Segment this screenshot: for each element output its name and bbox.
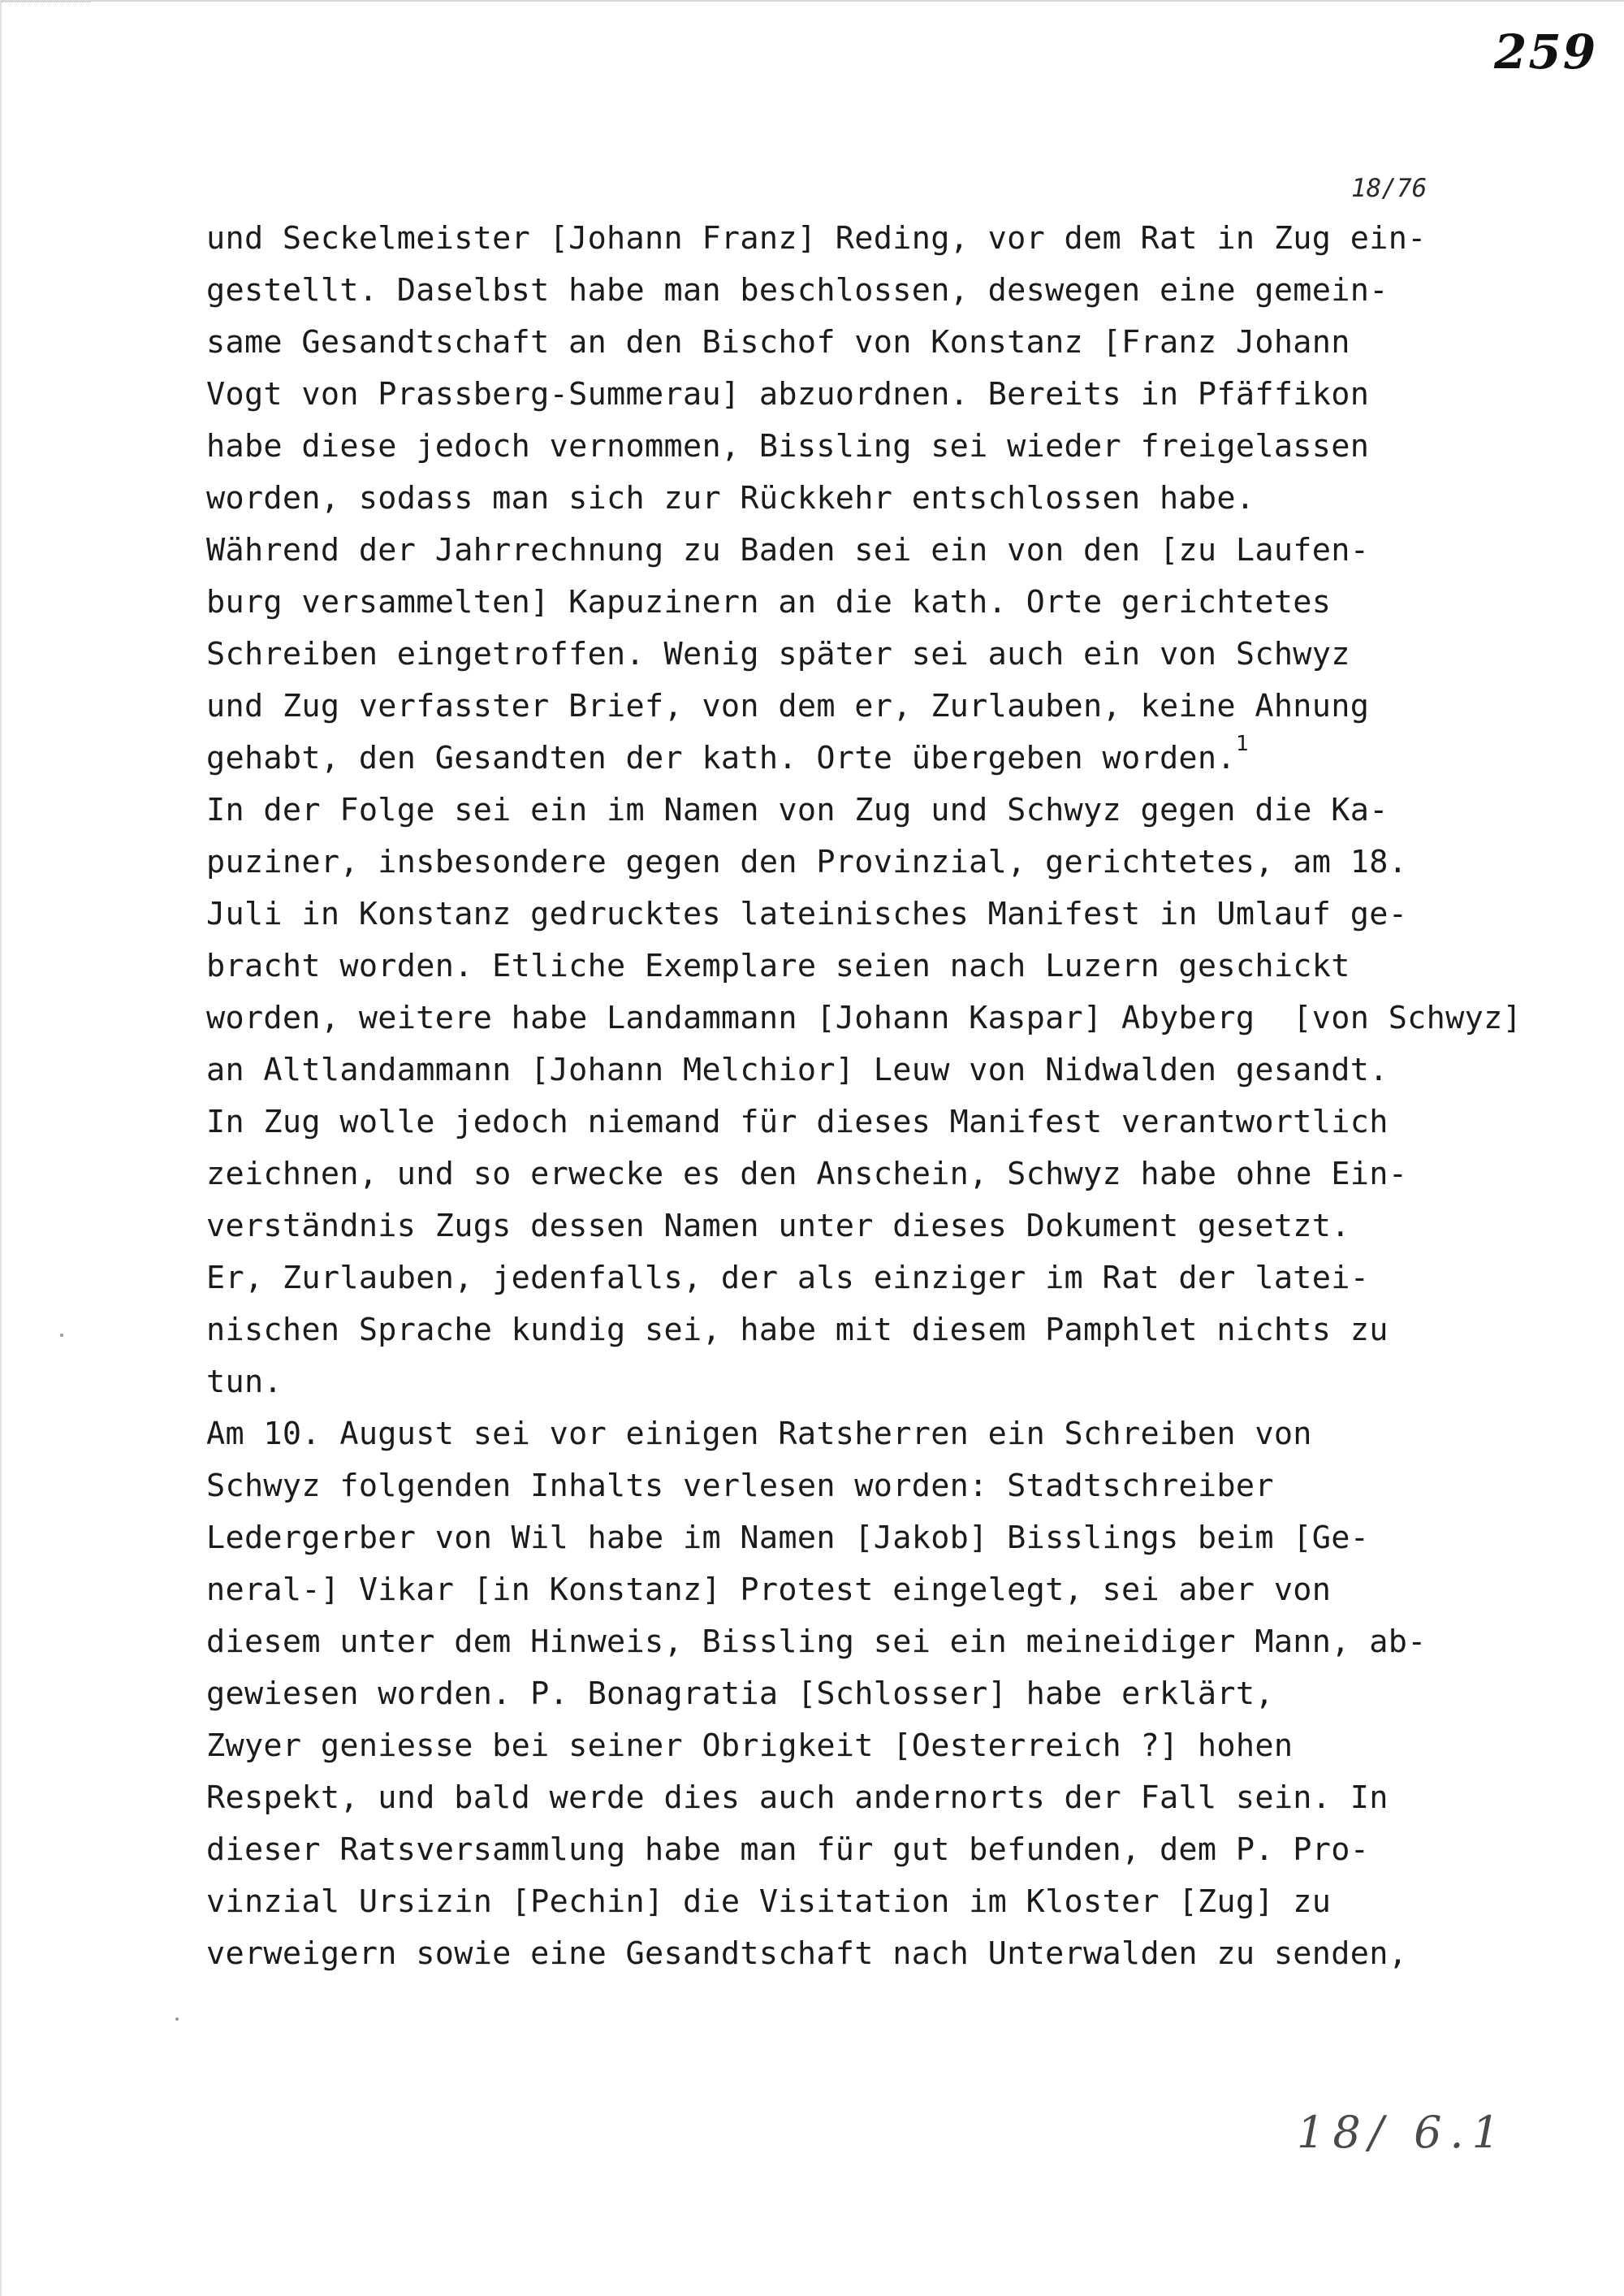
text-line: Schreiben eingetroffen. Wenig später sei auch ein von Schwyz xyxy=(206,636,1350,672)
text-line: dieser Ratsversammlung habe man für gut befunden, dem P. Pro- xyxy=(206,1831,1370,1868)
document-number: 18/76 xyxy=(1351,174,1427,203)
text-line: und Seckelmeister [Johann Franz] Reding, vor dem Rat in Zug ein- xyxy=(206,220,1427,257)
text-line: Juli in Konstanz gedrucktes lateinisches Manifest in Umlauf ge- xyxy=(206,896,1408,932)
footnote-marker: 1 xyxy=(1235,732,1249,756)
text-line: verständnis Zugs dessen Namen unter dieses Dokument gesetzt. xyxy=(206,1208,1350,1244)
text-line: Respekt, und bald werde dies auch andernorts der Fall sein. In xyxy=(206,1779,1389,1816)
scan-speck xyxy=(60,1334,63,1337)
text-line: und Zug verfasster Brief, von dem er, Zurlauben, keine Ahnung xyxy=(206,688,1370,724)
text-line: In der Folge sei ein im Namen von Zug und Schwyz gegen die Ka- xyxy=(206,792,1389,828)
text-line: same Gesandtschaft an den Bischof von Konstanz [Franz Johann xyxy=(206,324,1350,361)
text-line: gewiesen worden. P. Bonagratia [Schlosser] habe erklärt, xyxy=(206,1676,1274,1712)
text-line: tun. xyxy=(206,1364,283,1400)
scan-speck xyxy=(175,2017,179,2021)
handwritten-page-number: 259 xyxy=(1494,24,1598,80)
text-line: In Zug wolle jedoch niemand für dieses Manifest verantwortlich xyxy=(206,1104,1389,1140)
text-line: vinzial Ursizin [Pechin] die Visitation im Kloster [Zug] zu xyxy=(206,1883,1332,1920)
text-line: worden, sodass man sich zur Rückkehr entschlossen habe. xyxy=(206,480,1255,517)
text-line: habe diese jedoch vernommen, Bissling sei wieder freigelassen xyxy=(206,428,1370,465)
text-line: verweigern sowie eine Gesandtschaft nach Unterwalden zu senden, xyxy=(206,1935,1408,1972)
text-line: gehabt, den Gesandten der kath. Orte übergeben worden.$^1$ xyxy=(206,732,1249,776)
text-line: puziner, insbesondere gegen den Provinzial, gerichtetes, am 18. xyxy=(206,844,1408,880)
text-line: Zwyer geniesse bei seiner Obrigkeit [Oesterreich ?] hohen xyxy=(206,1727,1294,1764)
text-line: an Altlandammann [Johann Melchior] Leuw von Nidwalden gesandt. xyxy=(206,1052,1389,1088)
text-line: neral-] Vikar [in Konstanz] Protest eingelegt, sei aber von xyxy=(206,1572,1332,1608)
text-line: burg versammelten] Kapuzinern an die kath. Orte gerichtetes xyxy=(206,584,1332,620)
text-line: Vogt von Prassberg-Summerau] abzuordnen. Bereits in Pfäffikon xyxy=(206,376,1370,413)
text-line: Am 10. August sei vor einigen Ratsherren ein Schreiben von xyxy=(206,1416,1312,1452)
text-line: worden, weitere habe Landammann [Johann Kaspar] Abyberg [von Schwyz] xyxy=(206,1000,1522,1036)
handwritten-archive-note: 18/ 6.1 xyxy=(1297,2107,1508,2158)
text-line: bracht worden. Etliche Exemplare seien nach Luzern geschickt xyxy=(206,948,1350,984)
text-line: Er, Zurlauben, jedenfalls, der als einziger im Rat der latei- xyxy=(206,1260,1370,1296)
text-line: nischen Sprache kundig sei, habe mit diesem Pamphlet nichts zu xyxy=(206,1312,1389,1348)
text-line: Schwyz folgenden Inhalts verlesen worden: Stadtschreiber xyxy=(206,1468,1274,1504)
text-line: Ledergerber von Wil habe im Namen [Jakob] Bisslings beim [Ge- xyxy=(206,1520,1370,1556)
text-line: zeichnen, und so erwecke es den Anschein, Schwyz habe ohne Ein- xyxy=(206,1156,1408,1192)
text-line: gestellt. Daselbst habe man beschlossen, deswegen eine gemein- xyxy=(206,272,1389,309)
text-line: diesem unter dem Hinweis, Bissling sei ein meineidiger Mann, ab- xyxy=(206,1624,1427,1660)
body-text xyxy=(206,213,1522,1980)
scan-edge-mark xyxy=(2,2,91,9)
text-line: Während der Jahrrechnung zu Baden sei ein von den [zu Laufen- xyxy=(206,532,1370,569)
